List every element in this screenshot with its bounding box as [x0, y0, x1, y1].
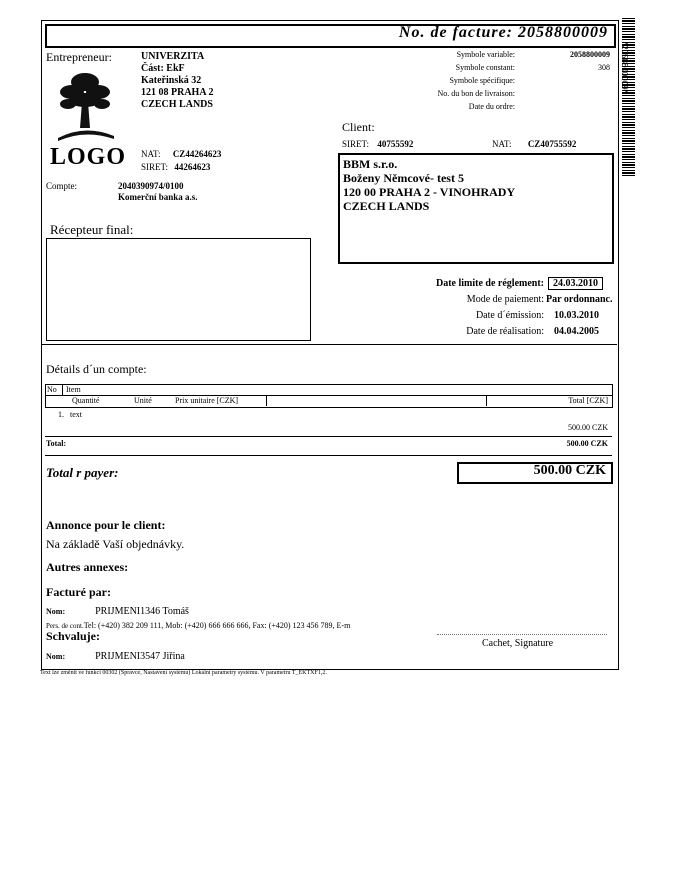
- details-header-col-sep: [62, 384, 63, 395]
- schvaluje-title: Schvaluje:: [46, 629, 100, 643]
- client-nat-value: CZ40755592: [527, 139, 577, 149]
- entrepreneur-line: Část: EkF: [141, 63, 185, 74]
- entrepreneur-line: CZECH LANDS: [141, 99, 213, 110]
- payment-mode-label: Mode de paiement:: [466, 294, 544, 305]
- annonce-title: Annonce pour le client:: [46, 518, 166, 532]
- col-total: Total [CZK]: [568, 396, 608, 405]
- total-pay-value: 500.00 CZK: [533, 463, 606, 478]
- tree-logo-icon: [52, 66, 118, 146]
- col-no: No: [47, 385, 57, 394]
- contact-label: Pers. de cont.: [46, 622, 84, 630]
- realization-date-label: Date de réalisation:: [466, 326, 544, 337]
- facture-par-title: Facturé par:: [46, 585, 111, 599]
- contact-value: Tel: (+420) 382 209 111, Mob: (+420) 666 666 666, Fax: (+420) 123 456 789, E-m: [83, 621, 351, 630]
- client-siret-value: 40755592: [377, 139, 414, 149]
- bank-name: Komerční banka a.s.: [118, 192, 198, 202]
- realization-date-value: 04.04.2005: [554, 326, 599, 337]
- client-line: 120 00 PRAHA 2 - VINOHRADY: [343, 185, 516, 199]
- separator: [42, 344, 617, 345]
- due-date-label: Date limite de réglement:: [435, 278, 544, 289]
- symbol-constant-label: Symbole constant:: [455, 63, 515, 72]
- total-line-bottom: [45, 455, 612, 456]
- entrepreneur-line: Kateřinská 32: [141, 75, 202, 86]
- footer-text: Text lze změnit ve funkci 00302 (Správce, Nastavení systému) Lokální parametry systému. V parametru T_EKTXF1,2.: [40, 670, 327, 676]
- col-item: Item: [66, 385, 81, 394]
- issue-date-value: 10.03.2010: [554, 310, 599, 321]
- col-price: Prix unitaire [CZK]: [175, 396, 239, 405]
- client-siret-label: SIRET:: [342, 139, 370, 149]
- annexes-title: Autres annexes:: [46, 560, 129, 574]
- entrepreneur-address: [141, 51, 214, 111]
- invoice-title: No. de facture: 2058800009: [398, 24, 608, 41]
- total-line-top: [45, 436, 612, 437]
- client-label: Client:: [342, 120, 375, 134]
- delivery-note-label: No. du bon de livraison:: [437, 89, 515, 98]
- issue-date-label: Date d´émission:: [475, 310, 544, 321]
- details-total-value: 500.00 CZK: [566, 439, 608, 448]
- annonce-text: Na základě Vaší objednávky.: [46, 537, 185, 551]
- client-address: [343, 157, 515, 213]
- payment-mode-value: Par ordonnanc.: [546, 294, 613, 305]
- symbol-variable-value: 2058800009: [570, 50, 610, 59]
- logo-text: LOGO: [50, 144, 127, 170]
- symbol-variable-label: Symbole variable:: [456, 50, 515, 59]
- schvaluje-nom: [46, 646, 185, 664]
- details-title: Détails d´un compte:: [46, 362, 147, 376]
- client-line: CZECH LANDS: [343, 199, 430, 213]
- client-nat-label: NAT:: [492, 139, 512, 149]
- col-unit: Unité: [134, 396, 152, 405]
- entrepreneur-label: Entrepreneur:: [46, 50, 112, 64]
- compte-label: Compte:: [46, 181, 77, 191]
- siret-value: 44264623: [174, 162, 211, 172]
- compte-value: 2040390974/0100: [118, 181, 184, 191]
- client-siret: [342, 139, 413, 149]
- schvaluje-nom-value: PRIJMENI3547 Jiřina: [95, 651, 185, 662]
- entrepreneur-siret: [141, 162, 210, 172]
- nom-value: PRIJMENI1346 Tomáš: [95, 606, 189, 617]
- barcode-text: *2058800009*: [620, 42, 629, 93]
- siret-label: SIRET:: [141, 162, 169, 172]
- recepteur-label: Récepteur final:: [50, 222, 134, 237]
- symbol-constant-value: 308: [598, 63, 610, 72]
- client-line: Boženy Němcové- test 5: [343, 171, 464, 185]
- row-total: 500.00 CZK: [568, 423, 608, 432]
- signature-line: [437, 634, 607, 635]
- row-no: 1.: [58, 410, 64, 419]
- cachet-signature: Cachet, Signature: [482, 638, 554, 649]
- entrepreneur-line: UNIVERZITA: [141, 51, 205, 62]
- nat-value: CZ44264623: [172, 149, 222, 159]
- table-row: [58, 410, 82, 419]
- due-date-value: 24.03.2010: [548, 277, 603, 290]
- order-date-label: Date du ordre:: [468, 102, 515, 111]
- row-item: text: [70, 410, 82, 419]
- nom-label: Nom:: [46, 607, 66, 616]
- details-total-label: Total:: [46, 439, 67, 448]
- nat-label: NAT:: [141, 149, 161, 159]
- client-nat: [492, 139, 576, 149]
- col-total-start: [486, 396, 487, 406]
- recepteur-box: [46, 238, 311, 341]
- col-price-end: [266, 396, 267, 406]
- col-qty: Quantité: [72, 396, 100, 405]
- client-line: BBM s.r.o.: [343, 157, 398, 171]
- entrepreneur-nat: [141, 149, 221, 159]
- payment-block: [380, 278, 616, 342]
- total-pay-label: Total r payer:: [46, 465, 119, 480]
- entrepreneur-line: 121 08 PRAHA 2: [141, 87, 214, 98]
- symbols-block: [380, 50, 610, 115]
- symbol-specific-label: Symbole spécifique:: [449, 76, 515, 85]
- schvaluje-nom-label: Nom:: [46, 652, 66, 661]
